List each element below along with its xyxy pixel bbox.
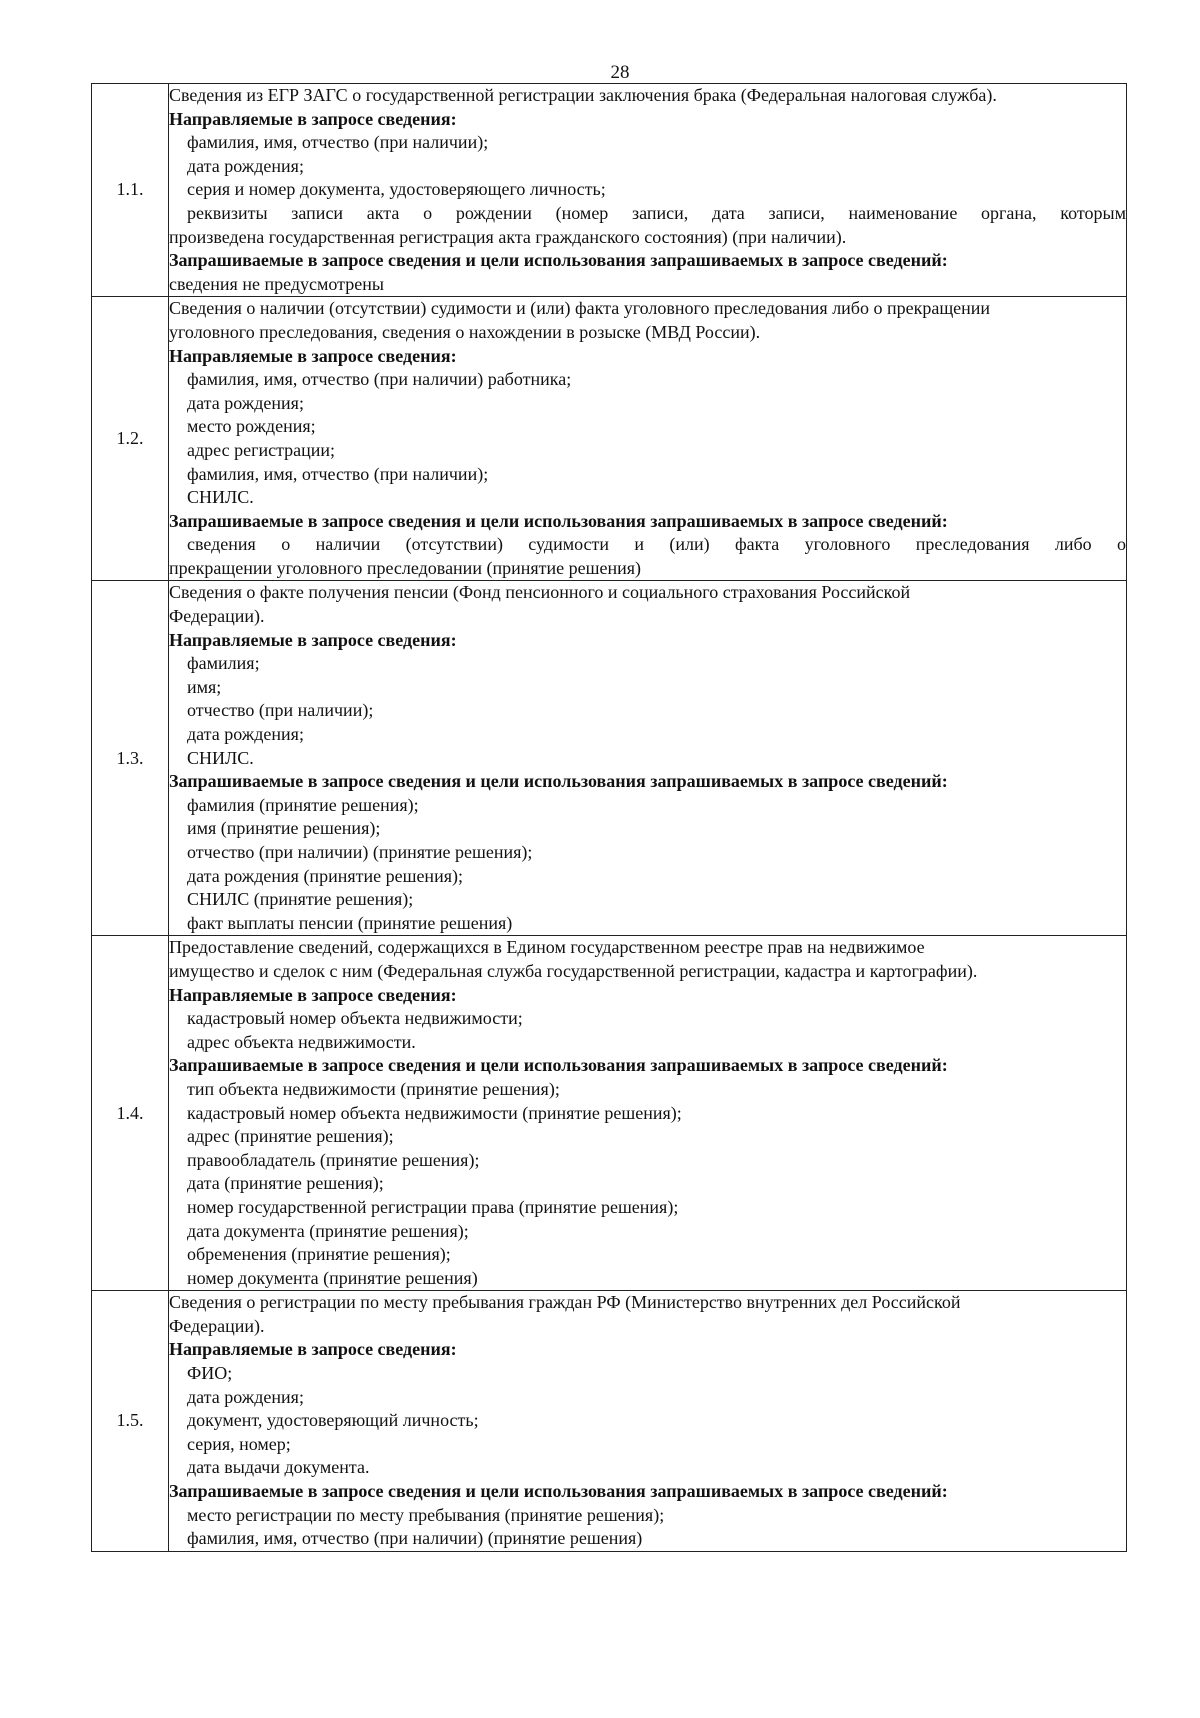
list-item: тип объекта недвижимости (принятие решения); <box>187 1078 560 1099</box>
list-item: СНИЛС. <box>187 487 254 508</box>
row-title: Сведения о факте получения пенсии (Фонд пенсионного и социального страхования Российской <box>169 582 911 603</box>
list-item: номер государственной регистрации права (принятие решения); <box>187 1196 679 1217</box>
list-item: обременения (принятие решения); <box>187 1244 451 1265</box>
list-item: дата рождения; <box>187 392 304 413</box>
list-item: СНИЛС (принятие решения); <box>187 889 414 910</box>
requested-heading: Запрашиваемые в запросе сведения и цели использования запрашиваемых в запросе сведений: <box>169 250 948 271</box>
table-row <box>92 1291 1127 1552</box>
list-item: адрес (принятие решения); <box>187 1126 394 1147</box>
table-row <box>92 936 1127 1291</box>
list-item: дата рождения; <box>187 724 304 745</box>
list-item: дата (принятие решения); <box>187 1173 384 1194</box>
list-item: номер документа (принятие решения) <box>187 1267 478 1288</box>
requested-heading: Запрашиваемые в запросе сведения и цели использования запрашиваемых в запросе сведений: <box>169 510 948 531</box>
list-item: имя; <box>187 676 222 697</box>
list-item: место рождения; <box>187 416 316 437</box>
list-item: дата документа (принятие решения); <box>187 1220 469 1241</box>
row-title-continuation: уголовного преследования, сведения о нахождении в розыске (МВД России). <box>169 321 761 342</box>
row-title: Сведения из ЕГР ЗАГС о государственной регистрации заключения брака (Федеральная налоговая служба). <box>169 85 997 105</box>
list-item: документ, удостоверяющий личность; <box>187 1410 479 1431</box>
requested-heading: Запрашиваемые в запросе сведения и цели использования запрашиваемых в запросе сведений: <box>169 771 948 792</box>
list-item: сведения не предусмотрены <box>169 273 384 294</box>
row-content <box>169 297 1127 581</box>
row-number: 1.4. <box>92 936 169 1291</box>
sent-heading: Направляемые в запросе сведения: <box>169 108 457 129</box>
row-number: 1.1. <box>92 84 169 297</box>
row-title-continuation: Федерации). <box>169 1315 265 1336</box>
list-item-continuation: произведена государственная регистрация акта гражданского состояния) (при наличии). <box>169 226 847 247</box>
list-item: фамилия, имя, отчество (при наличии); <box>187 463 489 484</box>
list-item: адрес регистрации; <box>187 439 336 460</box>
list-item: отчество (при наличии); <box>187 700 374 721</box>
list-item: фамилия (принятие решения); <box>187 794 419 815</box>
row-title: Сведения о наличии (отсутствии) судимости и (или) факта уголовного преследования либо о прекращении <box>169 298 991 319</box>
sent-heading: Направляемые в запросе сведения: <box>169 629 457 650</box>
requested-heading: Запрашиваемые в запросе сведения и цели использования запрашиваемых в запросе сведений: <box>169 1055 948 1076</box>
list-item: дата рождения; <box>187 1386 304 1407</box>
row-number: 1.2. <box>92 297 169 581</box>
sent-heading: Направляемые в запросе сведения: <box>169 1339 457 1360</box>
list-item: имя (принятие решения); <box>187 818 381 839</box>
list-item: сведения о наличии (отсутствии) судимости и (или) факта уголовного преследования либо о <box>187 534 1126 555</box>
list-item: правообладатель (принятие решения); <box>187 1149 480 1170</box>
list-item: кадастровый номер объекта недвижимости; <box>187 1008 523 1029</box>
list-item: фамилия, имя, отчество (при наличии) (принятие решения) <box>187 1528 643 1549</box>
row-content <box>169 936 1127 1291</box>
row-number: 1.5. <box>92 1291 169 1552</box>
row-title-continuation: Федерации). <box>169 606 265 627</box>
list-item: факт выплаты пенсии (принятие решения) <box>187 912 513 933</box>
row-number: 1.3. <box>92 581 169 936</box>
page-number: 28 <box>610 62 630 83</box>
row-content <box>169 581 1127 936</box>
list-item: дата рождения; <box>187 155 304 176</box>
list-item: отчество (при наличии) (принятие решения); <box>187 842 533 862</box>
list-item-continuation: прекращении уголовного преследовании (принятие решения) <box>169 557 641 578</box>
list-item: фамилия, имя, отчество (при наличии); <box>187 132 489 153</box>
row-content <box>169 1291 1127 1552</box>
table-row <box>92 84 1127 297</box>
list-item: фамилия; <box>187 653 260 674</box>
list-item: место регистрации по месту пребывания (принятие решения); <box>187 1504 665 1525</box>
list-item: адрес объекта недвижимости. <box>187 1031 416 1052</box>
list-item: кадастровый номер объекта недвижимости (принятие решения); <box>187 1102 682 1123</box>
list-item: дата выдачи документа. <box>187 1457 370 1478</box>
sent-heading: Направляемые в запросе сведения: <box>169 984 457 1005</box>
row-title: Сведения о регистрации по месту пребывания граждан РФ (Министерство внутренних дел Российской <box>169 1292 961 1313</box>
sent-heading: Направляемые в запросе сведения: <box>169 345 457 366</box>
requests-table <box>91 83 1127 1552</box>
requested-heading: Запрашиваемые в запросе сведения и цели использования запрашиваемых в запросе сведений: <box>169 1481 948 1502</box>
list-item: реквизиты записи акта о рождении (номер записи, дата записи, наименование органа, которым <box>187 202 1126 223</box>
list-item: СНИЛС. <box>187 747 254 768</box>
row-title-continuation: имущество и сделок с ним (Федеральная служба государственной регистрации, кадастра и картографии). <box>169 960 978 981</box>
row-title: Предоставление сведений, содержащихся в Едином государственном реестре прав на недвижимое <box>169 937 925 958</box>
list-item: серия и номер документа, удостоверяющего личность; <box>187 179 606 200</box>
table-row <box>92 581 1127 936</box>
list-item: ФИО; <box>187 1363 233 1384</box>
list-item: серия, номер; <box>187 1433 291 1454</box>
table-row <box>92 297 1127 581</box>
list-item: фамилия, имя, отчество (при наличии) работника; <box>187 369 572 390</box>
list-item: дата рождения (принятие решения); <box>187 865 463 886</box>
row-content <box>169 84 1127 297</box>
